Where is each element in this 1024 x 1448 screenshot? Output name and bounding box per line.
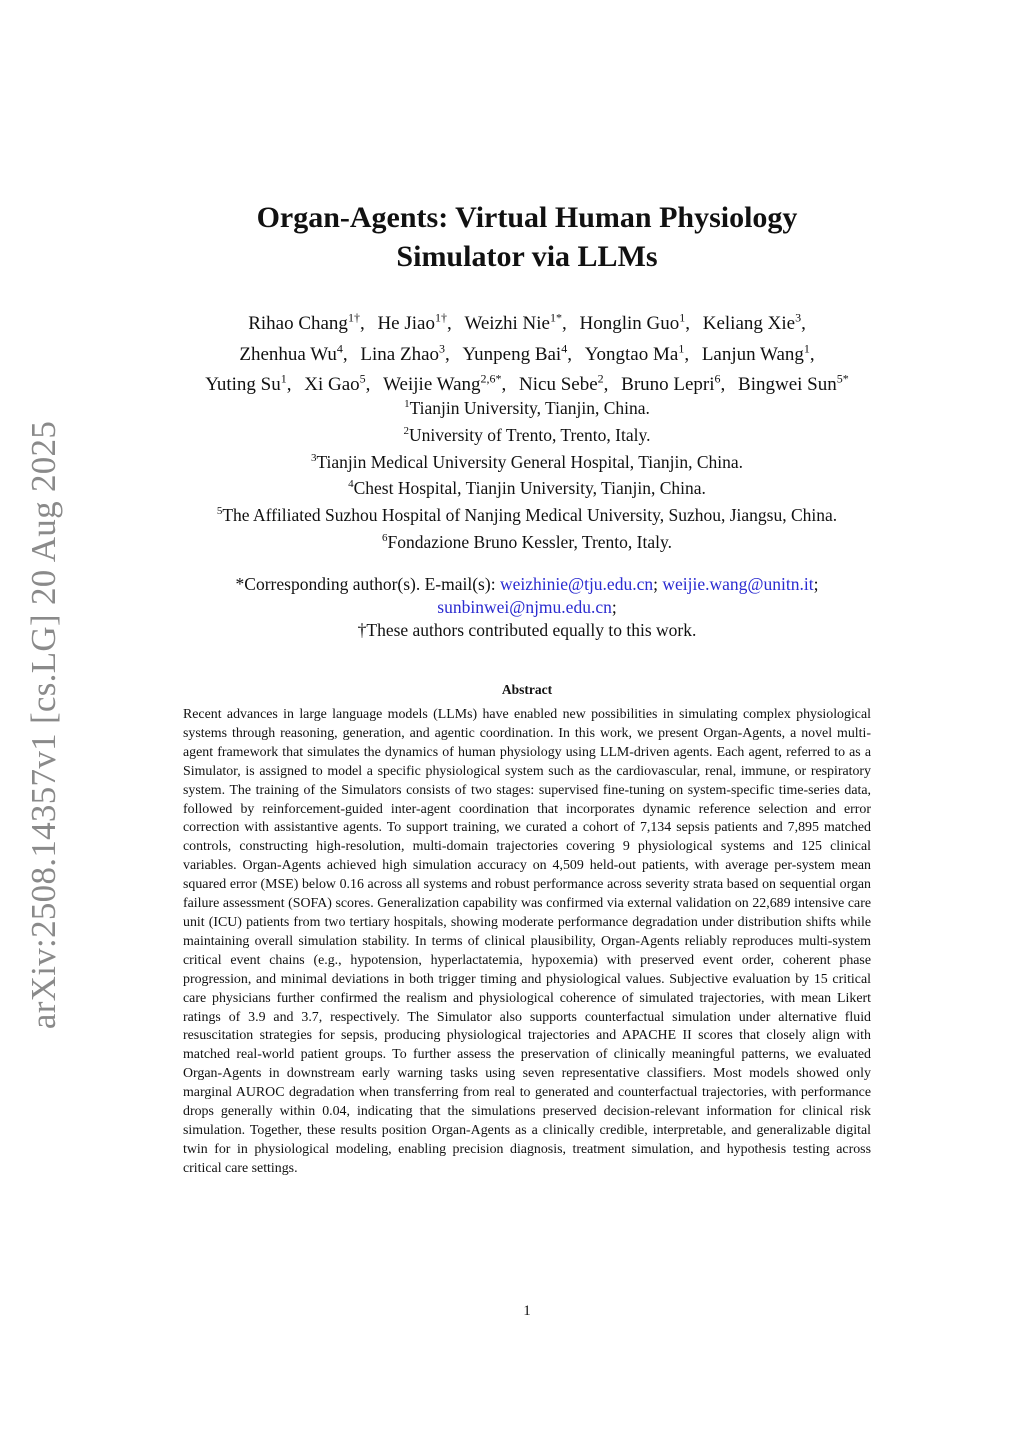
correspondence-block xyxy=(140,573,914,642)
arxiv-identifier-stamp xyxy=(26,420,62,1030)
author: Nicu Sebe$^2$, xyxy=(519,371,609,395)
author: Yuting Su$^1$, xyxy=(205,371,292,395)
author: Yunpeng Bai$^4$, xyxy=(462,341,572,365)
paper-title-line-1: Organ-Agents: Virtual Human Physiology xyxy=(256,201,798,234)
author: Lina Zhao$^3$, xyxy=(360,341,450,365)
author: Keliang Xie$^3$, xyxy=(702,311,806,335)
author-line-2 xyxy=(140,336,914,366)
paper-title-line-2: Simulator via LLMs xyxy=(396,240,658,273)
author: Weijie Wang$^{2,6*}$, xyxy=(383,371,507,395)
author: Zhenhua Wu$^4$, xyxy=(239,341,348,365)
affiliation: $^6$Fondazione Bruno Kessler, Trento, Italy. xyxy=(382,531,672,552)
author: Weizhi Nie$^{1*}$, xyxy=(464,311,567,335)
author: Bingwei Sun$^{5*}$ xyxy=(738,371,849,395)
email-link-sun[interactable]: sunbinwei@njmu.edu.cn xyxy=(437,597,612,617)
author: Bruno Lepri$^6$, xyxy=(621,371,726,395)
paper-title xyxy=(150,198,904,276)
arxiv-identifier-text: arXiv:2508.14357v1 [cs.LG] 20 Aug 2025 xyxy=(24,420,63,1030)
abstract-text: Recent advances in large language models (LLMs) have enabled new possibilities in simulating complex physiological systems through reasoning, generation, and agentic coordination. In this work, we present Organ-Agents, a novel multi-agent framework that simulates the dynamics of human physiology using LLM-driven agents. Each agent, referred to as a Simulator, is assigned to model a specific physiological system such as the cardiovascular, renal, immune, or respiratory system. The training of the Simulators consists of two stages: supervised fine-tuning on system-specific time-series data, followed by reinforcement-guided inter-agent coordination that incorporates dynamic reference selection and error correction with assistantive agents. To support training, we curated a cohort of 7,134 sepsis patients and 7,895 matched controls, constructing high-resolution, multi-domain trajectories covering 9 physiological systems and 125 clinical variables. Organ-Agents achieved high simulation accuracy on 4,509 held-out patients, with average per-system mean squared error (MSE) below 0.16 across all systems and robust performance across severity strata based on sequential organ failure assessment (SOFA) scores. Generalization capability was confirmed via external validation on 22,689 intensive care unit (ICU) patients from two tertiary hospitals, showing moderate performance degradation under distribution shifts while maintaining overall simulation stability. In terms of clinical plausibility, Organ-Agents reliably reproduces multi-system critical event chains (e.g., hypotension, hyperlactatemia, hypoxemia) with preserved event order, coherent phase progression, and minimal deviations in both trigger timing and physiological values. Subjective evaluation by 15 critical care physicians further confirmed the realism and physiological coherence of simulated trajectories, with mean Likert ratings of 3.9 and 3.7, respectively. The Simulator also supports counterfactual simulation under alternative fluid resuscitation strategies for sepsis, producing physiological trajectories and APACHE II scores that closely align with matched real-world patient groups. To further assess the preservation of clinically meaningful patterns, we evaluated Organ-Agents in downstream early warning tasks using seven representative classifiers. Most models showed only marginal AUROC degradation when transferring from real to generated and counterfactual trajectories, with performance drops generally within 0.04, indicating that the simulations preserved decision-relevant information for clinical risk simulation. Together, these results position Organ-Agents as a clinically credible, interpretable, and generalizable digital twin for in physiological modeling, enabling precision diagnosis, treatment simulation, and hypothesis testing across critical care settings. xyxy=(183,707,871,1176)
author: He Jiao$^{1\dagger}$, xyxy=(377,311,452,335)
corresponding-authors-line-2: sunbinwei@njmu.edu.cn; xyxy=(437,597,617,617)
page-number: 1 xyxy=(523,1303,531,1319)
author: Yongtao Ma$^1$, xyxy=(584,341,690,365)
affiliation: $^4$Chest Hospital, Tianjin University, Tianjin, China. xyxy=(348,478,706,499)
affiliation: $^5$The Affiliated Suzhou Hospital of Nanjing Medical University, Suzhou, Jiangsu, China. xyxy=(216,505,838,526)
email-link-nie[interactable]: weizhinie@tju.edu.cn xyxy=(499,574,654,594)
author: Rihao Chang$^{1\dagger}$, xyxy=(248,311,365,335)
author-line-1 xyxy=(140,306,914,336)
affiliation: $^3$Tianjin Medical University General Hospital, Tianjin, China. xyxy=(310,451,744,472)
affiliation: $^2$University of Trento, Trento, Italy. xyxy=(403,424,651,445)
email-link-wang[interactable]: weijie.wang@unitn.it xyxy=(662,574,814,594)
abstract-heading: Abstract xyxy=(501,682,553,697)
author: Xi Gao$^5$, xyxy=(304,371,371,395)
author: Honglin Guo$^1$, xyxy=(579,311,690,335)
affiliation-list xyxy=(140,393,914,554)
corresponding-label: *Corresponding author(s). E-mail(s): xyxy=(235,574,500,594)
corresponding-authors-line: *Corresponding author(s). E-mail(s): weizhinie@tju.edu.cn; weijie.wang@unitn.it; xyxy=(235,574,819,594)
equal-contribution-note: †These authors contributed equally to this work. xyxy=(357,620,697,640)
author-list xyxy=(140,306,914,397)
affiliation: $^1$Tianjin University, Tianjin, China. xyxy=(404,397,650,418)
author: Lanjun Wang$^1$, xyxy=(701,341,815,365)
